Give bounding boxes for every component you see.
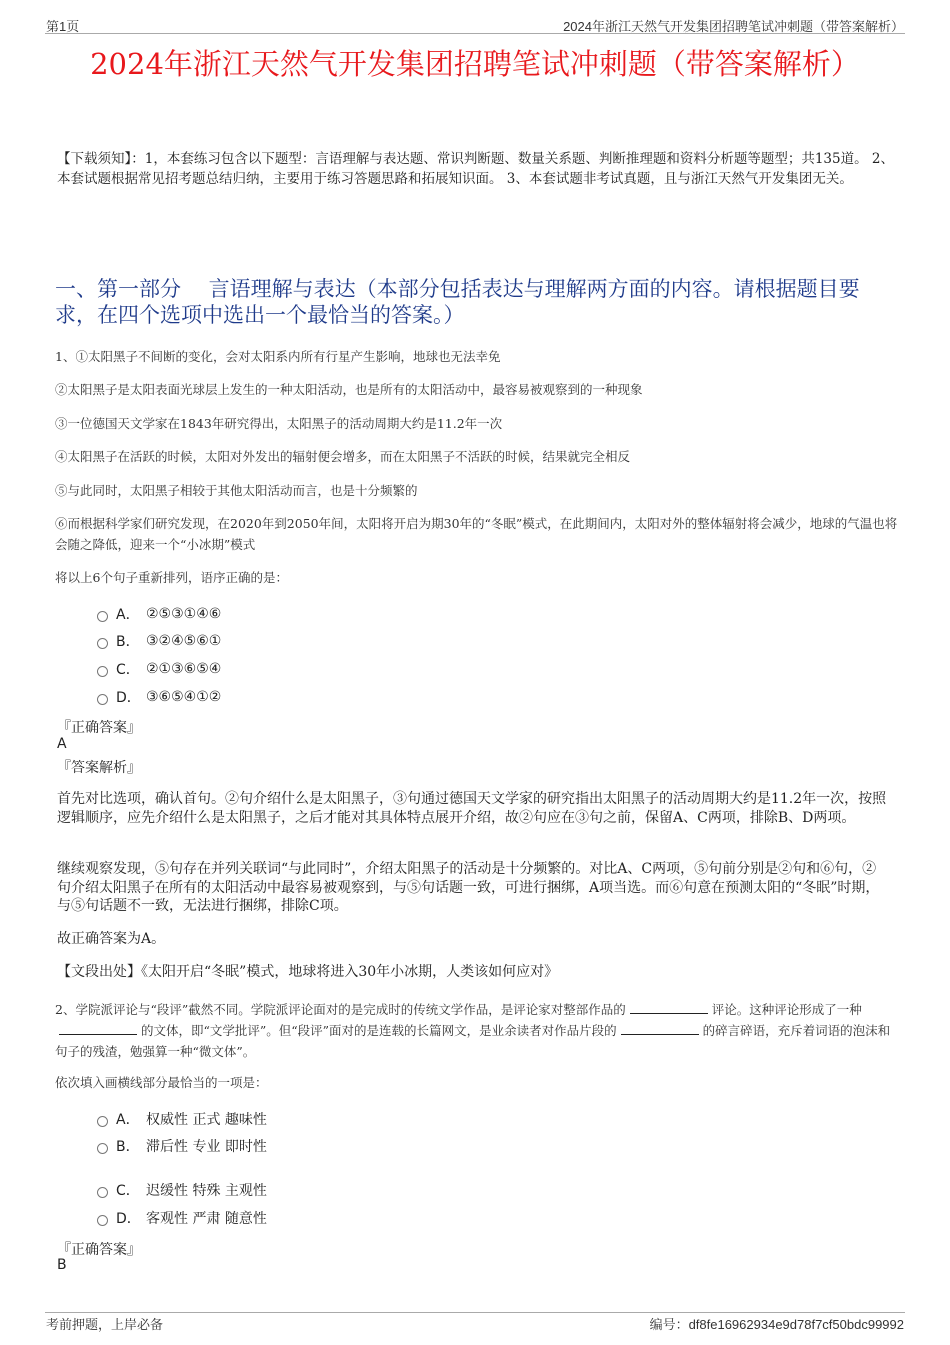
- blank-line: [621, 1024, 699, 1035]
- q1-line: ⑥而根据科学家们研究发现，在2020年到2050年间，太阳将开启为期30年的“冬眠”模式，在此期间内，太阳对外的整体辐射将会减少，地球的气温也将会随之降低，迎来一个“小冰期”模式: [55, 516, 898, 552]
- section-heading: 一、第一部分 言语理解与表达（本部分包括表达与理解两方面的内容。请根据题目要求，在四个选项中选出一个最恰当的答案。）: [55, 277, 860, 327]
- radio-icon[interactable]: [97, 694, 108, 705]
- page-title: 2024年浙江天然气开发集团招聘笔试冲刺题（带答案解析）: [90, 47, 860, 81]
- q2-prompt: 依次填入画横线部分最恰当的一项是：: [55, 1075, 268, 1090]
- q1-line: ⑤与此同时，太阳黑子相较于其他太阳活动而言，也是十分频繁的: [55, 483, 418, 498]
- blank-line: [630, 1003, 708, 1014]
- q2-text: 2、学院派评论与“段评”截然不同。学院派评论面对的是完成时的传统文学作品，是评论家对整部作品的 评论。这种评论形成了一种的文体，即“文学批评”。但“段评”面对的是连载的长篇网文，是业余读者对作品片段的 的碎言碎语，充斥着词语的泡沫和句子的残渣，勉强算一种“微文体”。: [55, 1002, 891, 1059]
- radio-icon[interactable]: [97, 666, 108, 677]
- blank-line: [59, 1024, 137, 1035]
- header-divider: [45, 33, 905, 34]
- q1-option-c[interactable]: C． ②①③⑥⑤④: [97, 659, 221, 679]
- footer-doc-id: 编号：df8fe16962934e9d78f7cf50bdc99992: [649, 1317, 904, 1332]
- correct-answer-label: 『正确答案』: [57, 1242, 141, 1258]
- q1-line: ②太阳黑子是太阳表面光球层上发生的一种太阳活动，也是所有的太阳活动中，最容易被观察到的一种现象: [55, 382, 643, 397]
- q2-option-b[interactable]: B． 滞后性 专业 即时性: [97, 1136, 267, 1156]
- radio-icon[interactable]: [97, 638, 108, 649]
- q1-option-d[interactable]: D． ③⑥⑤④①②: [97, 687, 221, 707]
- footer-slogan: 考前押题，上岸必备: [46, 1317, 164, 1332]
- analysis-paragraph: 故正确答案为A。: [57, 931, 166, 947]
- radio-icon[interactable]: [97, 611, 108, 622]
- footer-divider: [45, 1312, 905, 1313]
- download-notice: 【下载须知】：1，本套练习包含以下题型：言语理解与表达题、常识判断题、数量关系题、判断推理题和资料分析题等题型；共135道。 2、本套试题根据常见招考题总结归纳，主要用于练习答题思路和拓展知识面。 3、本套试题非考试真题，且与浙江天然气开发集团无关。: [57, 151, 894, 187]
- analysis-paragraph: 首先对比选项，确认首句。②句介绍什么是太阳黑子，③句通过德国天文学家的研究指出太阳黑子的活动周期大约是11.2年一次，按照逻辑顺序，应先介绍什么是太阳黑子，之后才能对其具体特点展开介绍，故②句应在③句之前，保留A、C两项，排除B、D两项。: [57, 791, 887, 826]
- q2-option-d[interactable]: D． 客观性 严肃 随意性: [97, 1208, 267, 1228]
- analysis-label: 『答案解析』: [57, 760, 141, 776]
- correct-answer: B: [57, 1257, 67, 1273]
- correct-answer: A: [57, 736, 67, 752]
- radio-icon[interactable]: [97, 1187, 108, 1198]
- q1-line: ④太阳黑子在活跃的时候，太阳对外发出的辐射便会增多，而在太阳黑子不活跃的时候，结果就完全相反: [55, 449, 631, 464]
- header-doc-title: 2024年浙江天然气开发集团招聘笔试冲刺题（带答案解析）: [563, 19, 904, 34]
- radio-icon[interactable]: [97, 1143, 108, 1154]
- analysis-paragraph: 继续观察发现，⑤句存在并列关联词“与此同时”，介绍太阳黑子的活动是十分频繁的。对比A、C两项，⑤句前分别是②句和⑥句，②句介绍太阳黑子在所有的太阳活动中最容易被观察到，与⑤句话题一致，可进行捆绑，A项当选。而⑥句意在预测太阳的“冬眠”时期，与⑤句话题不一致，无法进行捆绑，排除C项。: [57, 861, 880, 914]
- radio-icon[interactable]: [97, 1215, 108, 1226]
- q1-line: 1、①太阳黑子不间断的变化，会对太阳系内所有行星产生影响，地球也无法幸免: [55, 349, 501, 364]
- radio-icon[interactable]: [97, 1116, 108, 1127]
- q1-option-a[interactable]: A． ②⑤③①④⑥: [97, 604, 221, 624]
- page-number: 第1页: [46, 19, 80, 34]
- source-citation: 【文段出处】《太阳开启“冬眠”模式，地球将进入30年小冰期，人类该如何应对》: [57, 964, 559, 980]
- q1-prompt: 将以上6个句子重新排列，语序正确的是：: [55, 570, 288, 585]
- q1-option-b[interactable]: B． ③②④⑤⑥①: [97, 631, 221, 651]
- correct-answer-label: 『正确答案』: [57, 720, 141, 736]
- q1-line: ③一位德国天文学家在1843年研究得出，太阳黑子的活动周期大约是11.2年一次: [55, 416, 503, 431]
- q2-option-a[interactable]: A． 权威性 正式 趣味性: [97, 1109, 267, 1129]
- q2-option-c[interactable]: C． 迟缓性 特殊 主观性: [97, 1180, 267, 1200]
